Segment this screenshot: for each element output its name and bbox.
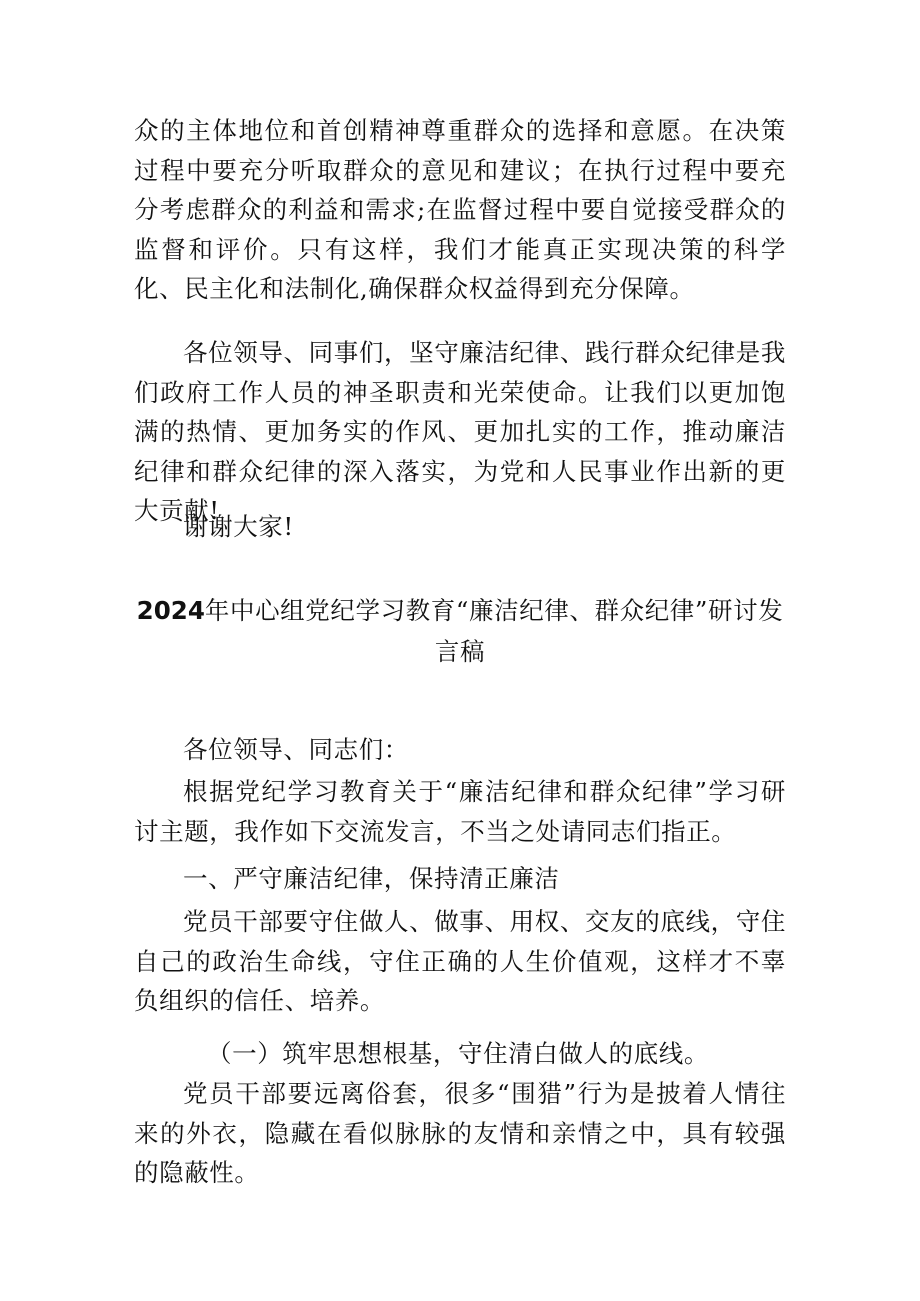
title-year: 2024 — [136, 596, 205, 625]
speech-title — [134, 590, 786, 672]
title-line1: 年中心组党纪学习教育“廉洁纪律、群众纪律”研讨发 — [204, 596, 784, 625]
paragraph-subsection-1-body: 党员干部要远离俗套，很多“围猎”行为是披着人情往来的外衣，隐藏在看似脉脉的友情和亲情之中，具有较强的隐蔽性。 — [134, 1079, 786, 1187]
heading-section-1: 一、严守廉洁纪律，保持清正廉洁 — [183, 864, 560, 893]
paragraph-continuation: 众的主体地位和首创精神尊重群众的选择和意愿。在决策过程中要充分听取群众的意见和建议；在执行过程中要充分考虑群众的利益和需求;在监督过程中要自觉接受群众的监督和评价。只有这样，我们才能真正实现决策的科学化、民主化和法制化,确保群众权益得到充分保障。 — [134, 116, 786, 303]
paragraph-closing-appeal: 各位领导、同事们，坚守廉洁纪律、践行群众纪律是我们政府工作人员的神圣职责和光荣使命。让我们以更加饱满的热情、更加务实的作风、更加扎实的工作，推动廉洁纪律和群众纪律的深入落实，为党和人民事业作出新的更大贡献! — [134, 338, 786, 525]
paragraph-thanks: 谢谢大家! — [183, 512, 294, 541]
heading-subsection-1: （一）筑牢思想根基，守住清白做人的底线。 — [207, 1039, 709, 1068]
paragraph-intro: 根据党纪学习教育关于“廉洁纪律和群众纪律”学习研讨主题，我作如下交流发言，不当之处请同志们指正。 — [134, 777, 786, 846]
paragraph-section-1-body: 党员干部要守住做人、做事、用权、交友的底线，守住自己的政治生命线，守住正确的人生价值观，这样才不辜负组织的信任、培养。 — [134, 907, 786, 1015]
paragraph-salutation: 各位领导、同志们： — [183, 735, 409, 764]
title-line2: 言稿 — [434, 637, 486, 666]
